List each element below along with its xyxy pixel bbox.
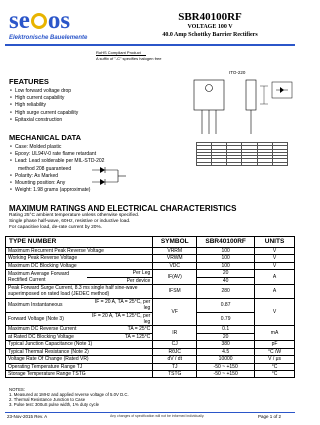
table-header-row — [6, 237, 295, 248]
value-cell: 20 — [197, 270, 255, 277]
ratings-heading: MAXIMUM RATINGS AND ELECTRICAL CHARACTERISTICS — [9, 204, 237, 213]
condition-cell: Per Leg — [87, 270, 153, 277]
unit-cell: V / μs — [255, 356, 295, 363]
features-list — [10, 87, 78, 123]
notes-heading: NOTES: — [9, 387, 25, 392]
param-cell: Maximum Instantaneous — [6, 298, 88, 312]
param-line: superimposed on rated load (JEDEC method) — [8, 291, 110, 298]
param-cell: Forward Voltage (Note 3) — [6, 312, 88, 326]
value-cell: -50 ~ +150 — [197, 363, 255, 370]
logo-subtitle: Elektronische Bauelemente — [9, 35, 88, 41]
table-row — [6, 262, 295, 269]
symbol-cell: VF — [153, 298, 197, 326]
logo-text-b: os — [47, 7, 71, 34]
symbol-cell: TJ — [153, 363, 197, 370]
symbol-cell: dV / dt — [153, 356, 197, 363]
ratings-note: For capacitive load, de-rate current by 20%. — [9, 224, 103, 230]
mech-item: ● Polarity: As Marked — [10, 172, 104, 179]
unit-cell: °C /W — [255, 348, 295, 355]
note-item: 3. Pulse test: 300uS pulse width, 1% duty cycle — [9, 402, 100, 407]
col-header-type: TYPE NUMBER — [6, 237, 153, 248]
table-row — [6, 363, 295, 370]
logo-text-a: se — [9, 7, 30, 34]
param-cell: Voltage Rate Of Change (Rated VR) — [6, 356, 153, 363]
notes-block — [9, 387, 129, 407]
table-row — [6, 270, 295, 277]
unit-cell: A — [255, 285, 295, 299]
value-cell: 280 — [197, 285, 255, 299]
ratings-note: Rating 25°C ambient temperature unless otherwise specified. — [9, 213, 140, 218]
note-item: 2. Thermal Resistance Junction to Case — [9, 397, 86, 402]
note-item: 1. Measured at 1MHz and applied reverse voltage of 5.0V D.C. — [9, 392, 129, 397]
param-line: Peak Forward Surge Current, 8.3 ms single half sine-wave — [8, 285, 138, 292]
value-cell: 0.79 — [197, 312, 255, 326]
feature-item: ● High current capability — [10, 94, 78, 101]
features-heading: FEATURES — [9, 77, 49, 86]
unit-cell: °C — [255, 370, 295, 377]
symbol-cell: TSTG — [153, 370, 197, 377]
table-subrow — [6, 333, 295, 340]
param-cell: Maximum DC Blocking Voltage — [6, 262, 153, 269]
value-cell: 100 — [197, 255, 255, 262]
condition-cell: TA = 25°C — [87, 326, 153, 333]
feature-item: ● High reliability — [10, 101, 78, 108]
table-row — [6, 370, 295, 377]
mechanical-heading: MECHANICAL DATA — [9, 133, 82, 142]
symbol-cell: IR — [153, 326, 197, 341]
mech-item: ● Lead: Lead solderable per MIL-STD-202 — [10, 157, 104, 164]
unit-cell: V — [255, 298, 295, 326]
col-header-symbol: SYMBOL — [153, 237, 197, 248]
symbol-cell: IF(AV) — [153, 270, 197, 285]
symbol-cell: CJ — [153, 341, 197, 348]
mech-item-sub: method 208 guaranteed — [18, 165, 72, 172]
symbol-cell: VRRM — [153, 248, 197, 255]
mech-item: ● Weight: 1.98 grams (approximate) — [10, 186, 104, 193]
unit-cell: V — [255, 248, 295, 255]
param-cell: Maximum Recurrent Peak Reverse Voltage — [6, 248, 153, 255]
header-divider — [5, 44, 295, 46]
param-cell — [6, 285, 153, 299]
col-header-part: SBR40100RF — [197, 237, 255, 248]
symbol-cell: VRWM — [153, 255, 197, 262]
value-cell: 0.1 — [197, 326, 255, 333]
param-cell: Maximum DC Reverse Current — [6, 326, 88, 333]
table-row — [6, 326, 295, 333]
value-cell: 100 — [197, 248, 255, 255]
value-cell: 10000 — [197, 356, 255, 363]
unit-cell: V — [255, 262, 295, 269]
value-cell: -50 ~ +150 — [197, 370, 255, 377]
param-cell: at Rated DC Blocking Voltage — [6, 333, 88, 340]
ratings-notes — [9, 213, 139, 230]
symbol-cell: VDC — [153, 262, 197, 269]
ratings-note: Single phase half-wave, 60Hz, resistive or inductive load. — [9, 218, 131, 224]
value-cell: 4.5 — [197, 348, 255, 355]
footer-divider — [5, 412, 295, 413]
feature-item: ● High surge current capability — [10, 109, 78, 116]
mech-item: ● Case: Molded plastic — [10, 143, 104, 150]
value-cell: 40 — [197, 277, 255, 284]
part-voltage: VOLTAGE 100 V — [187, 24, 233, 30]
param-cell: Typical Junction Capacitance (Note 1) — [6, 341, 153, 348]
part-number: SBR40100RF — [178, 11, 242, 23]
value-cell: 0.87 — [197, 298, 255, 312]
unit-cell: A — [255, 270, 295, 285]
param-cell: Working Peak Reverse Voltage — [6, 255, 153, 262]
unit-cell: V — [255, 255, 295, 262]
unit-cell: mA — [255, 326, 295, 341]
condition-cell: TA = 125°C — [87, 333, 153, 340]
unit-cell: pF — [255, 341, 295, 348]
mech-item: ● Epoxy: UL94V-0 rate flame retardant — [10, 150, 104, 157]
feature-item: ● Epitaxial construction — [10, 116, 78, 123]
value-cell: 20 — [197, 333, 255, 340]
logo-ring-icon — [31, 13, 47, 29]
value-cell: 100 — [197, 262, 255, 269]
param-cell: Operating Temperature Range TJ — [6, 363, 153, 370]
dimension-table — [196, 142, 288, 166]
col-header-units: UNITS — [255, 237, 295, 248]
rohs-note: A suffix of "-C" specifies halogen free — [96, 56, 162, 61]
secos-logo — [9, 8, 70, 33]
feature-item: ● Low forward voltage drop — [10, 87, 78, 94]
table-row — [6, 341, 295, 348]
symbol-cell: RθJC — [153, 348, 197, 355]
table-row — [6, 255, 295, 262]
symbol-cell: IFSM — [153, 285, 197, 299]
mech-item: ● Mounting position: Any — [10, 179, 104, 186]
condition-cell: IF = 20 A, TA = 25°C, per leg — [87, 298, 153, 312]
param-cell: Maximum Average Forward Rectified Current — [6, 270, 88, 285]
param-cell: Storage Temperature Range TSTG — [6, 370, 153, 377]
table-row — [6, 285, 295, 299]
table-row — [6, 356, 295, 363]
package-drawing-icon — [180, 76, 295, 140]
condition-cell: IF = 20 A, TA = 125°C, per leg — [87, 312, 153, 326]
table-row — [6, 298, 295, 312]
unit-cell: °C — [255, 363, 295, 370]
footer-page: Page 1 of 2 — [258, 414, 282, 419]
footer-date: 23-Nov-2015 Rev. A — [7, 414, 48, 419]
table-row — [6, 348, 295, 355]
ratings-table — [5, 236, 295, 378]
param-cell: Typical Thermal Resistance (Note 2) — [6, 348, 153, 355]
package-label: ITO-220 — [229, 70, 246, 75]
value-cell: 380 — [197, 341, 255, 348]
table-subrow — [6, 312, 295, 326]
part-description: 40.0 Amp Schottky Barrier Rectifiers — [162, 32, 258, 38]
diode-symbol-icon — [88, 164, 130, 194]
condition-cell: Per device — [87, 277, 153, 284]
footer-disclaimer: Any changes of specification will not be informed individually. — [110, 414, 205, 418]
table-row — [6, 248, 295, 255]
rohs-label: RoHS Compliant Product — [96, 50, 141, 55]
